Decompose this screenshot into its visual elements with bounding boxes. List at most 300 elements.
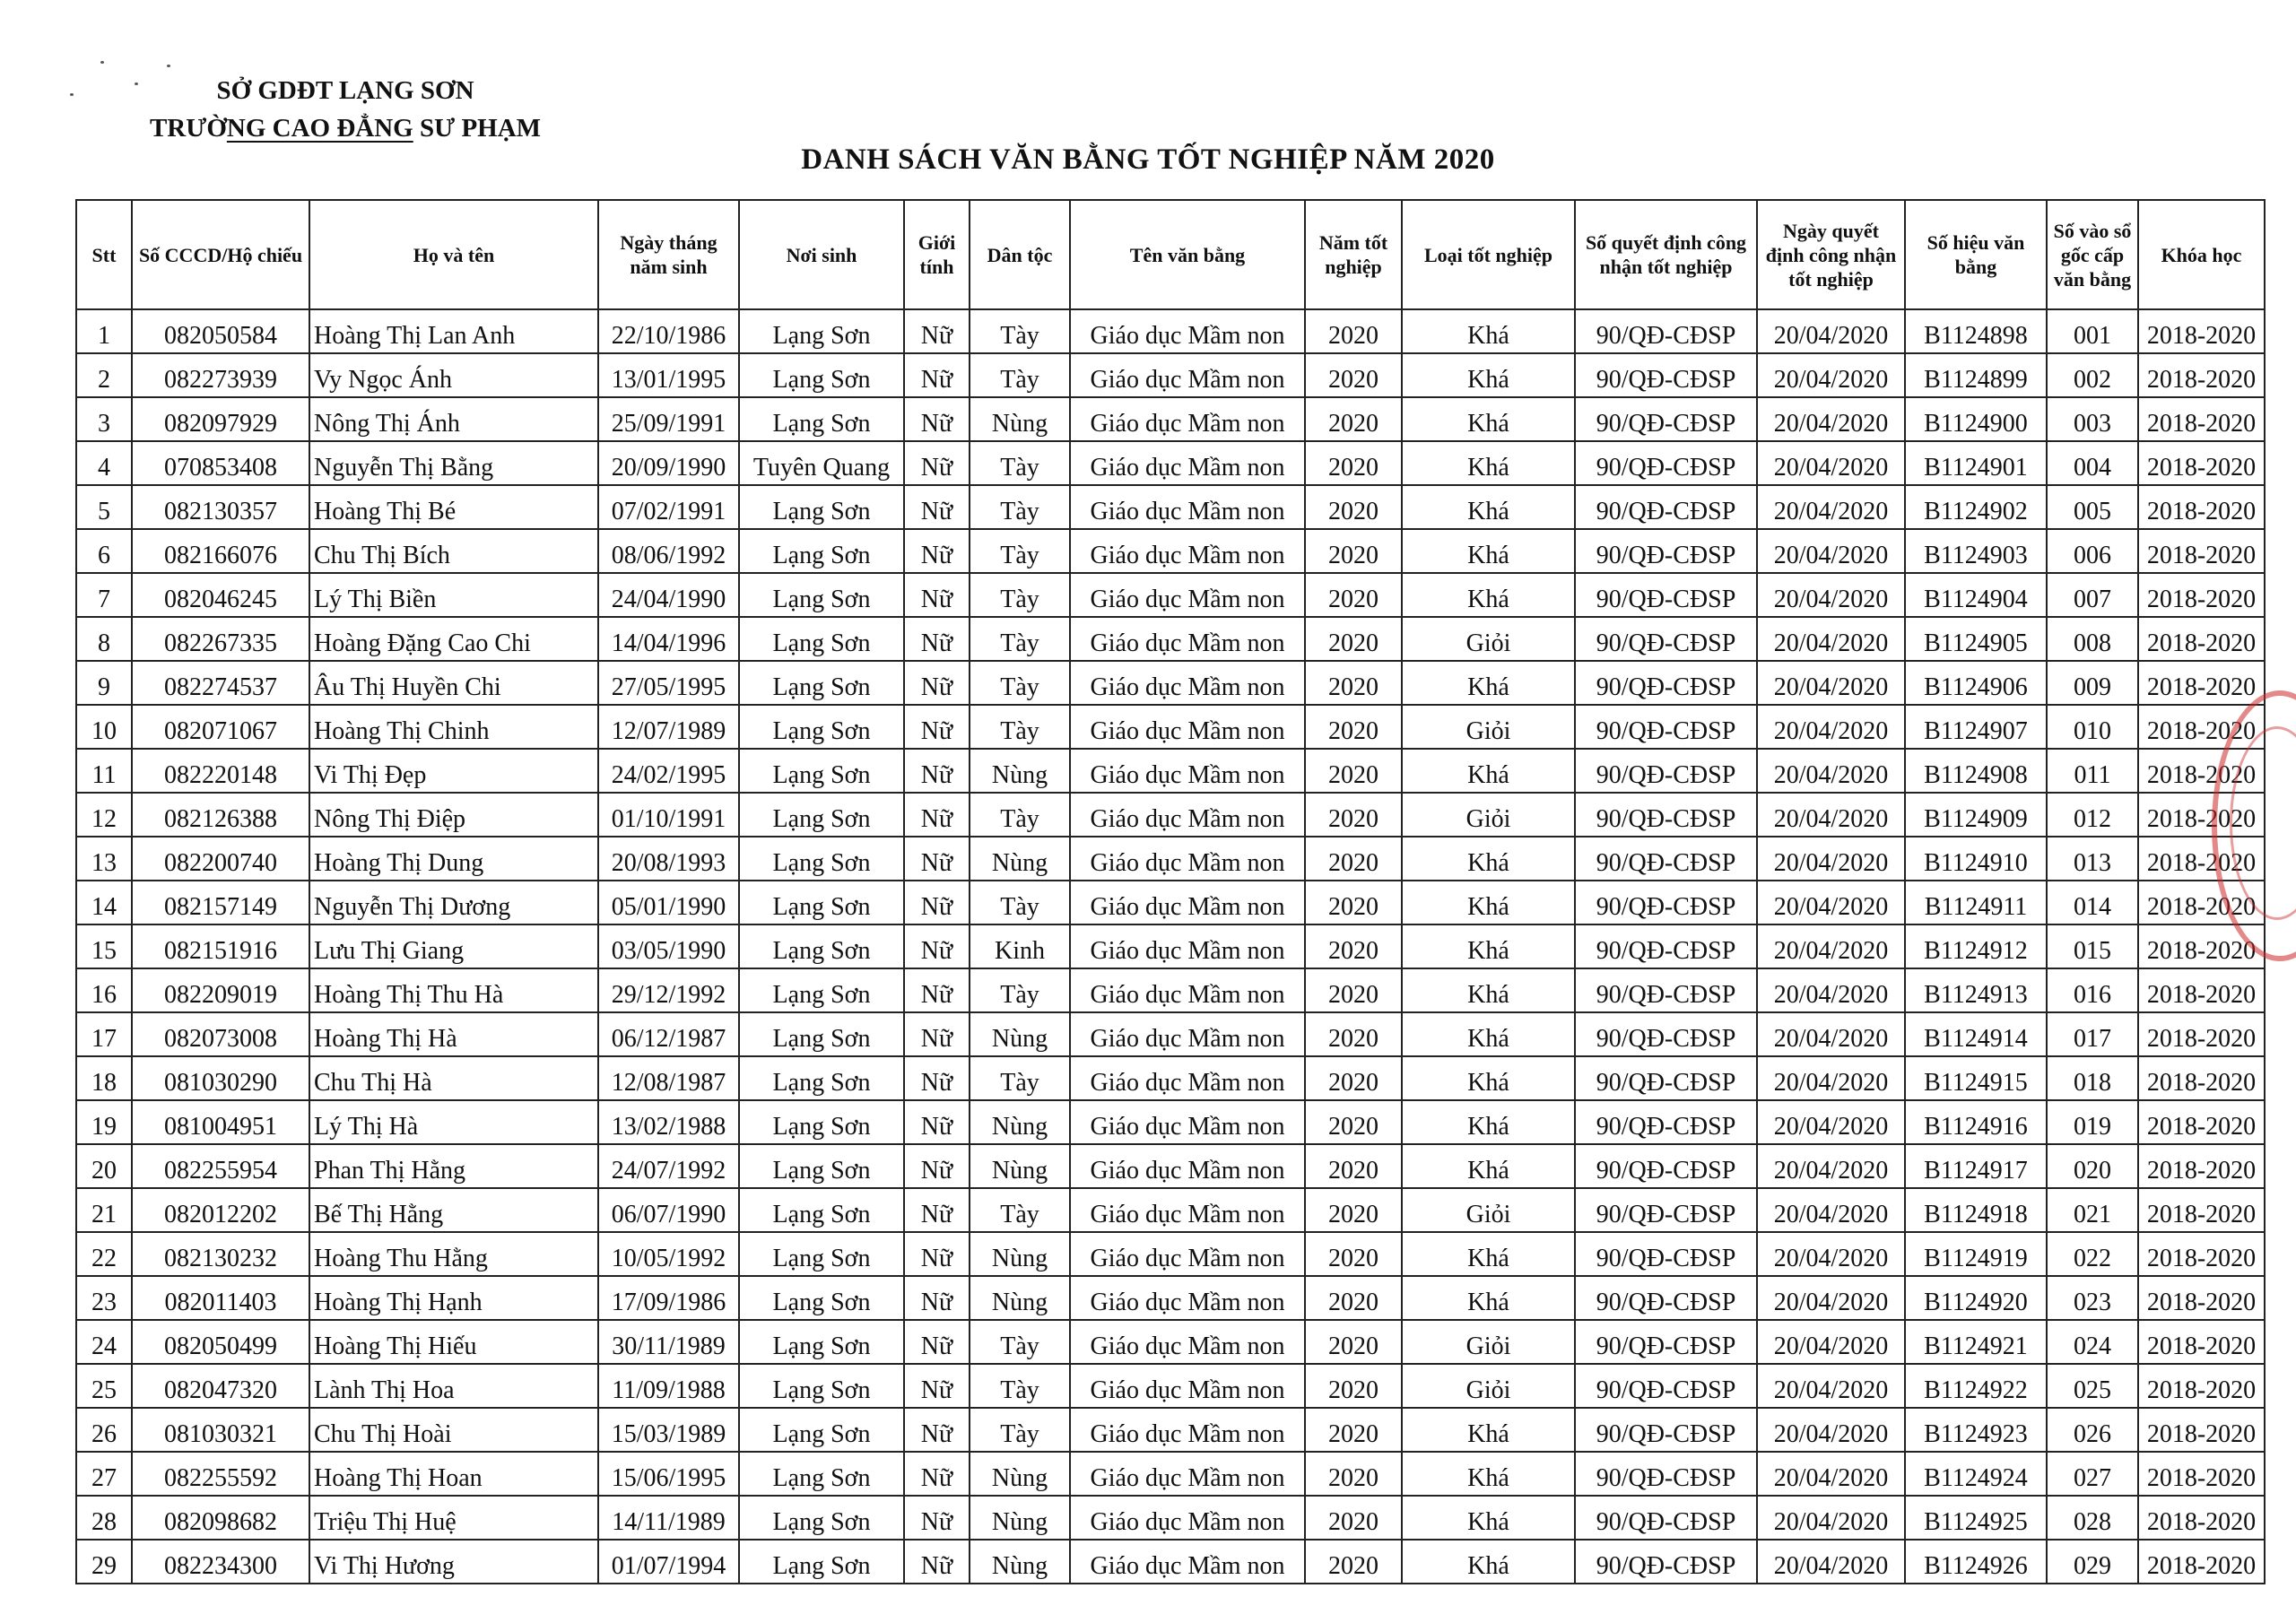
cell-stt: 15 <box>76 924 132 968</box>
table-row <box>76 924 2265 968</box>
cell-birthplace: Tuyên Quang <box>739 441 904 485</box>
cell-diploma-serial: B1124912 <box>1905 924 2047 968</box>
column-header-course: Khóa học <box>2138 200 2265 309</box>
cell-birthplace: Lạng Sơn <box>739 1496 904 1540</box>
cell-diploma-serial: B1124923 <box>1905 1408 2047 1452</box>
cell-birth-date: 03/05/1990 <box>598 924 739 968</box>
cell-diploma-name: Giáo dục Mầm non <box>1070 353 1305 397</box>
cell-graduation-rank: Khá <box>1402 1232 1575 1276</box>
cell-diploma-name: Giáo dục Mầm non <box>1070 1496 1305 1540</box>
cell-graduation-rank: Giỏi <box>1402 1364 1575 1408</box>
cell-graduation-year: 2020 <box>1305 661 1402 705</box>
table-row <box>76 1540 2265 1584</box>
cell-course: 2018-2020 <box>2138 1320 2265 1364</box>
cell-decision-date: 20/04/2020 <box>1757 1540 1905 1584</box>
cell-gender: Nữ <box>904 1232 970 1276</box>
cell-birthplace: Lạng Sơn <box>739 1408 904 1452</box>
cell-graduation-year: 2020 <box>1305 924 1402 968</box>
cell-diploma-serial: B1124908 <box>1905 749 2047 793</box>
cell-full-name: Chu Thị Bích <box>309 529 598 573</box>
column-header-stt: Stt <box>76 200 132 309</box>
column-header-ethnicity: Dân tộc <box>970 200 1070 309</box>
cell-full-name: Hoàng Thị Dung <box>309 837 598 881</box>
cell-graduation-year: 2020 <box>1305 1144 1402 1188</box>
column-header-diploma-serial: Số hiệu văn bằng <box>1905 200 2047 309</box>
cell-register-number: 025 <box>2047 1364 2138 1408</box>
cell-graduation-year: 2020 <box>1305 1012 1402 1056</box>
cell-birth-date: 25/09/1991 <box>598 397 739 441</box>
cell-decision-number: 90/QĐ-CĐSP <box>1575 1100 1757 1144</box>
cell-birth-date: 01/10/1991 <box>598 793 739 837</box>
cell-register-number: 009 <box>2047 661 2138 705</box>
cell-register-number: 016 <box>2047 968 2138 1012</box>
cell-register-number: 007 <box>2047 573 2138 617</box>
cell-course: 2018-2020 <box>2138 441 2265 485</box>
cell-graduation-rank: Khá <box>1402 1452 1575 1496</box>
cell-decision-number: 90/QĐ-CĐSP <box>1575 1012 1757 1056</box>
cell-stt: 1 <box>76 309 132 353</box>
cell-decision-number: 90/QĐ-CĐSP <box>1575 1364 1757 1408</box>
cell-decision-number: 90/QĐ-CĐSP <box>1575 924 1757 968</box>
cell-birth-date: 15/03/1989 <box>598 1408 739 1452</box>
cell-graduation-year: 2020 <box>1305 309 1402 353</box>
cell-birthplace: Lạng Sơn <box>739 661 904 705</box>
cell-graduation-rank: Khá <box>1402 749 1575 793</box>
cell-full-name: Hoàng Thị Chinh <box>309 705 598 749</box>
cell-birthplace: Lạng Sơn <box>739 485 904 529</box>
cell-ethnicity: Nùng <box>970 1276 1070 1320</box>
cell-stt: 11 <box>76 749 132 793</box>
cell-full-name: Nông Thị Điệp <box>309 793 598 837</box>
cell-birthplace: Lạng Sơn <box>739 1320 904 1364</box>
cell-graduation-rank: Khá <box>1402 1012 1575 1056</box>
cell-birth-date: 11/09/1988 <box>598 1364 739 1408</box>
cell-diploma-serial: B1124916 <box>1905 1100 2047 1144</box>
cell-register-number: 015 <box>2047 924 2138 968</box>
cell-birthplace: Lạng Sơn <box>739 881 904 924</box>
cell-graduation-year: 2020 <box>1305 1056 1402 1100</box>
cell-ethnicity: Tày <box>970 353 1070 397</box>
cell-id-number: 082012202 <box>132 1188 309 1232</box>
cell-diploma-name: Giáo dục Mầm non <box>1070 1540 1305 1584</box>
cell-graduation-rank: Khá <box>1402 1056 1575 1100</box>
cell-ethnicity: Nùng <box>970 1540 1070 1584</box>
cell-diploma-name: Giáo dục Mầm non <box>1070 529 1305 573</box>
cell-birthplace: Lạng Sơn <box>739 573 904 617</box>
cell-decision-number: 90/QĐ-CĐSP <box>1575 353 1757 397</box>
cell-ethnicity: Nùng <box>970 837 1070 881</box>
cell-gender: Nữ <box>904 1012 970 1056</box>
cell-birth-date: 14/04/1996 <box>598 617 739 661</box>
cell-birthplace: Lạng Sơn <box>739 1276 904 1320</box>
scan-speck <box>100 61 104 64</box>
cell-course: 2018-2020 <box>2138 1364 2265 1408</box>
cell-birthplace: Lạng Sơn <box>739 617 904 661</box>
cell-diploma-name: Giáo dục Mầm non <box>1070 1232 1305 1276</box>
cell-ethnicity: Tày <box>970 1188 1070 1232</box>
cell-stt: 14 <box>76 881 132 924</box>
cell-decision-number: 90/QĐ-CĐSP <box>1575 881 1757 924</box>
cell-diploma-name: Giáo dục Mầm non <box>1070 1188 1305 1232</box>
cell-course: 2018-2020 <box>2138 617 2265 661</box>
cell-full-name: Hoàng Đặng Cao Chi <box>309 617 598 661</box>
cell-id-number: 082274537 <box>132 661 309 705</box>
cell-register-number: 026 <box>2047 1408 2138 1452</box>
cell-birth-date: 27/05/1995 <box>598 661 739 705</box>
cell-ethnicity: Tày <box>970 881 1070 924</box>
cell-register-number: 008 <box>2047 617 2138 661</box>
cell-register-number: 029 <box>2047 1540 2138 1584</box>
table-row <box>76 1452 2265 1496</box>
cell-decision-number: 90/QĐ-CĐSP <box>1575 1408 1757 1452</box>
cell-birth-date: 24/04/1990 <box>598 573 739 617</box>
cell-decision-date: 20/04/2020 <box>1757 1276 1905 1320</box>
cell-diploma-name: Giáo dục Mầm non <box>1070 1452 1305 1496</box>
table-row <box>76 1232 2265 1276</box>
cell-full-name: Phan Thị Hằng <box>309 1144 598 1188</box>
cell-id-number: 070853408 <box>132 441 309 485</box>
cell-graduation-year: 2020 <box>1305 1188 1402 1232</box>
table-body <box>76 309 2265 1584</box>
cell-course: 2018-2020 <box>2138 1188 2265 1232</box>
cell-stt: 7 <box>76 573 132 617</box>
table-row <box>76 881 2265 924</box>
cell-stt: 28 <box>76 1496 132 1540</box>
table-row <box>76 1100 2265 1144</box>
cell-id-number: 082011403 <box>132 1276 309 1320</box>
cell-graduation-rank: Khá <box>1402 924 1575 968</box>
cell-stt: 4 <box>76 441 132 485</box>
cell-birth-date: 29/12/1992 <box>598 968 739 1012</box>
cell-decision-date: 20/04/2020 <box>1757 1012 1905 1056</box>
cell-stt: 17 <box>76 1012 132 1056</box>
cell-diploma-serial: B1124918 <box>1905 1188 2047 1232</box>
cell-graduation-year: 2020 <box>1305 1364 1402 1408</box>
scan-speck <box>135 82 138 85</box>
cell-diploma-serial: B1124906 <box>1905 661 2047 705</box>
cell-id-number: 082151916 <box>132 924 309 968</box>
cell-decision-date: 20/04/2020 <box>1757 1144 1905 1188</box>
cell-diploma-name: Giáo dục Mầm non <box>1070 705 1305 749</box>
cell-diploma-serial: B1124922 <box>1905 1364 2047 1408</box>
cell-stt: 20 <box>76 1144 132 1188</box>
cell-birth-date: 13/01/1995 <box>598 353 739 397</box>
cell-graduation-year: 2020 <box>1305 1452 1402 1496</box>
cell-graduation-year: 2020 <box>1305 529 1402 573</box>
cell-birth-date: 17/09/1986 <box>598 1276 739 1320</box>
cell-full-name: Triệu Thị Huệ <box>309 1496 598 1540</box>
org-school-part: TRƯỜ <box>149 114 227 143</box>
cell-full-name: Vi Thị Hương <box>309 1540 598 1584</box>
cell-decision-number: 90/QĐ-CĐSP <box>1575 1232 1757 1276</box>
cell-decision-number: 90/QĐ-CĐSP <box>1575 793 1757 837</box>
column-header-birth-date: Ngày tháng năm sinh <box>598 200 739 309</box>
cell-course: 2018-2020 <box>2138 573 2265 617</box>
cell-decision-date: 20/04/2020 <box>1757 968 1905 1012</box>
cell-register-number: 012 <box>2047 793 2138 837</box>
cell-full-name: Hoàng Thị Bé <box>309 485 598 529</box>
cell-decision-number: 90/QĐ-CĐSP <box>1575 1320 1757 1364</box>
cell-id-number: 082050499 <box>132 1320 309 1364</box>
cell-diploma-name: Giáo dục Mầm non <box>1070 1056 1305 1100</box>
cell-birth-date: 05/01/1990 <box>598 881 739 924</box>
table-row <box>76 793 2265 837</box>
cell-graduation-rank: Khá <box>1402 397 1575 441</box>
cell-stt: 13 <box>76 837 132 881</box>
cell-birthplace: Lạng Sơn <box>739 1540 904 1584</box>
cell-diploma-name: Giáo dục Mầm non <box>1070 881 1305 924</box>
table-row <box>76 1320 2265 1364</box>
cell-full-name: Nguyễn Thị Dương <box>309 881 598 924</box>
cell-graduation-year: 2020 <box>1305 1276 1402 1320</box>
cell-graduation-year: 2020 <box>1305 881 1402 924</box>
cell-course: 2018-2020 <box>2138 309 2265 353</box>
cell-decision-date: 20/04/2020 <box>1757 793 1905 837</box>
table-row <box>76 837 2265 881</box>
cell-graduation-rank: Giỏi <box>1402 1320 1575 1364</box>
cell-ethnicity: Tày <box>970 1056 1070 1100</box>
cell-graduation-rank: Khá <box>1402 1144 1575 1188</box>
table-row <box>76 1144 2265 1188</box>
cell-diploma-serial: B1124926 <box>1905 1540 2047 1584</box>
org-school-part: SƯ PHẠM <box>413 114 542 143</box>
cell-stt: 10 <box>76 705 132 749</box>
cell-graduation-rank: Khá <box>1402 441 1575 485</box>
cell-graduation-year: 2020 <box>1305 705 1402 749</box>
cell-birth-date: 30/11/1989 <box>598 1320 739 1364</box>
column-header-graduation-rank: Loại tốt nghiệp <box>1402 200 1575 309</box>
cell-decision-date: 20/04/2020 <box>1757 353 1905 397</box>
column-header-diploma-name: Tên văn bằng <box>1070 200 1305 309</box>
cell-register-number: 004 <box>2047 441 2138 485</box>
cell-diploma-name: Giáo dục Mầm non <box>1070 661 1305 705</box>
cell-full-name: Hoàng Thị Hoan <box>309 1452 598 1496</box>
cell-decision-date: 20/04/2020 <box>1757 309 1905 353</box>
cell-full-name: Vy Ngọc Ánh <box>309 353 598 397</box>
cell-id-number: 082157149 <box>132 881 309 924</box>
cell-course: 2018-2020 <box>2138 924 2265 968</box>
cell-ethnicity: Tày <box>970 793 1070 837</box>
cell-gender: Nữ <box>904 661 970 705</box>
cell-birth-date: 24/02/1995 <box>598 749 739 793</box>
cell-gender: Nữ <box>904 529 970 573</box>
cell-graduation-year: 2020 <box>1305 1496 1402 1540</box>
cell-decision-date: 20/04/2020 <box>1757 661 1905 705</box>
cell-register-number: 020 <box>2047 1144 2138 1188</box>
cell-birth-date: 24/07/1992 <box>598 1144 739 1188</box>
cell-decision-date: 20/04/2020 <box>1757 837 1905 881</box>
cell-graduation-year: 2020 <box>1305 837 1402 881</box>
cell-gender: Nữ <box>904 1100 970 1144</box>
cell-full-name: Lưu Thị Giang <box>309 924 598 968</box>
table-row <box>76 661 2265 705</box>
cell-graduation-rank: Khá <box>1402 1100 1575 1144</box>
cell-gender: Nữ <box>904 617 970 661</box>
cell-id-number: 082255592 <box>132 1452 309 1496</box>
cell-full-name: Hoàng Thị Lan Anh <box>309 309 598 353</box>
cell-diploma-name: Giáo dục Mầm non <box>1070 617 1305 661</box>
cell-decision-number: 90/QĐ-CĐSP <box>1575 1496 1757 1540</box>
cell-decision-date: 20/04/2020 <box>1757 1188 1905 1232</box>
scan-speck <box>167 65 170 67</box>
org-school <box>139 109 552 147</box>
scan-speck <box>70 93 74 96</box>
cell-birth-date: 06/12/1987 <box>598 1012 739 1056</box>
cell-decision-date: 20/04/2020 <box>1757 573 1905 617</box>
cell-ethnicity: Tày <box>970 441 1070 485</box>
cell-diploma-serial: B1124901 <box>1905 441 2047 485</box>
cell-full-name: Vi Thị Đẹp <box>309 749 598 793</box>
cell-diploma-name: Giáo dục Mầm non <box>1070 968 1305 1012</box>
cell-diploma-serial: B1124917 <box>1905 1144 2047 1188</box>
cell-decision-number: 90/QĐ-CĐSP <box>1575 397 1757 441</box>
cell-id-number: 082071067 <box>132 705 309 749</box>
cell-course: 2018-2020 <box>2138 1496 2265 1540</box>
cell-decision-date: 20/04/2020 <box>1757 1232 1905 1276</box>
cell-diploma-name: Giáo dục Mầm non <box>1070 749 1305 793</box>
cell-decision-date: 20/04/2020 <box>1757 1056 1905 1100</box>
cell-gender: Nữ <box>904 924 970 968</box>
table-row <box>76 1056 2265 1100</box>
cell-decision-number: 90/QĐ-CĐSP <box>1575 1056 1757 1100</box>
cell-decision-date: 20/04/2020 <box>1757 1100 1905 1144</box>
cell-decision-date: 20/04/2020 <box>1757 1320 1905 1364</box>
cell-graduation-rank: Khá <box>1402 968 1575 1012</box>
cell-decision-date: 20/04/2020 <box>1757 1496 1905 1540</box>
cell-diploma-name: Giáo dục Mầm non <box>1070 1144 1305 1188</box>
cell-graduation-year: 2020 <box>1305 485 1402 529</box>
cell-register-number: 022 <box>2047 1232 2138 1276</box>
cell-birthplace: Lạng Sơn <box>739 1012 904 1056</box>
cell-ethnicity: Tày <box>970 968 1070 1012</box>
cell-ethnicity: Nùng <box>970 1452 1070 1496</box>
cell-ethnicity: Tày <box>970 617 1070 661</box>
cell-decision-date: 20/04/2020 <box>1757 441 1905 485</box>
cell-diploma-name: Giáo dục Mầm non <box>1070 309 1305 353</box>
cell-gender: Nữ <box>904 881 970 924</box>
cell-decision-date: 20/04/2020 <box>1757 881 1905 924</box>
cell-graduation-rank: Giỏi <box>1402 793 1575 837</box>
cell-id-number: 082073008 <box>132 1012 309 1056</box>
cell-diploma-serial: B1124900 <box>1905 397 2047 441</box>
cell-birth-date: 06/07/1990 <box>598 1188 739 1232</box>
cell-ethnicity: Nùng <box>970 397 1070 441</box>
cell-decision-number: 90/QĐ-CĐSP <box>1575 441 1757 485</box>
cell-course: 2018-2020 <box>2138 661 2265 705</box>
cell-birthplace: Lạng Sơn <box>739 793 904 837</box>
cell-id-number: 082200740 <box>132 837 309 881</box>
cell-birthplace: Lạng Sơn <box>739 1188 904 1232</box>
cell-gender: Nữ <box>904 353 970 397</box>
cell-graduation-rank: Khá <box>1402 353 1575 397</box>
table-row <box>76 1364 2265 1408</box>
cell-gender: Nữ <box>904 1188 970 1232</box>
cell-graduation-rank: Khá <box>1402 661 1575 705</box>
cell-stt: 21 <box>76 1188 132 1232</box>
cell-stt: 29 <box>76 1540 132 1584</box>
column-header-register-number: Số vào sổ gốc cấp văn bằng <box>2047 200 2138 309</box>
cell-graduation-rank: Khá <box>1402 881 1575 924</box>
cell-decision-number: 90/QĐ-CĐSP <box>1575 617 1757 661</box>
cell-birthplace: Lạng Sơn <box>739 749 904 793</box>
cell-birthplace: Lạng Sơn <box>739 1056 904 1100</box>
cell-birthplace: Lạng Sơn <box>739 353 904 397</box>
cell-graduation-rank: Khá <box>1402 573 1575 617</box>
column-header-graduation-year: Năm tốt nghiệp <box>1305 200 1402 309</box>
cell-birth-date: 14/11/1989 <box>598 1496 739 1540</box>
cell-id-number: 081030321 <box>132 1408 309 1452</box>
cell-decision-date: 20/04/2020 <box>1757 705 1905 749</box>
cell-birth-date: 08/06/1992 <box>598 529 739 573</box>
cell-decision-date: 20/04/2020 <box>1757 397 1905 441</box>
cell-ethnicity: Tày <box>970 1408 1070 1452</box>
cell-diploma-serial: B1124924 <box>1905 1452 2047 1496</box>
cell-diploma-name: Giáo dục Mầm non <box>1070 1100 1305 1144</box>
cell-stt: 5 <box>76 485 132 529</box>
cell-stt: 26 <box>76 1408 132 1452</box>
table-row <box>76 397 2265 441</box>
cell-gender: Nữ <box>904 485 970 529</box>
cell-graduation-rank: Khá <box>1402 1276 1575 1320</box>
cell-stt: 24 <box>76 1320 132 1364</box>
cell-gender: Nữ <box>904 1056 970 1100</box>
cell-decision-date: 20/04/2020 <box>1757 924 1905 968</box>
cell-gender: Nữ <box>904 1276 970 1320</box>
cell-decision-number: 90/QĐ-CĐSP <box>1575 661 1757 705</box>
cell-register-number: 018 <box>2047 1056 2138 1100</box>
cell-birth-date: 15/06/1995 <box>598 1452 739 1496</box>
table-row <box>76 749 2265 793</box>
cell-decision-number: 90/QĐ-CĐSP <box>1575 1188 1757 1232</box>
cell-ethnicity: Tày <box>970 309 1070 353</box>
cell-stt: 8 <box>76 617 132 661</box>
cell-ethnicity: Kinh <box>970 924 1070 968</box>
cell-birthplace: Lạng Sơn <box>739 1364 904 1408</box>
cell-diploma-name: Giáo dục Mầm non <box>1070 1320 1305 1364</box>
cell-diploma-serial: B1124903 <box>1905 529 2047 573</box>
cell-course: 2018-2020 <box>2138 793 2265 837</box>
cell-birth-date: 20/08/1993 <box>598 837 739 881</box>
cell-gender: Nữ <box>904 1496 970 1540</box>
cell-graduation-rank: Khá <box>1402 529 1575 573</box>
cell-register-number: 003 <box>2047 397 2138 441</box>
column-header-decision-date: Ngày quyết định công nhận tốt nghiệp <box>1757 200 1905 309</box>
cell-register-number: 023 <box>2047 1276 2138 1320</box>
cell-decision-date: 20/04/2020 <box>1757 617 1905 661</box>
cell-diploma-serial: B1124898 <box>1905 309 2047 353</box>
cell-decision-date: 20/04/2020 <box>1757 749 1905 793</box>
table-header-row <box>76 200 2265 309</box>
cell-decision-date: 20/04/2020 <box>1757 1452 1905 1496</box>
cell-id-number: 082220148 <box>132 749 309 793</box>
diploma-table <box>75 199 2266 1584</box>
cell-register-number: 010 <box>2047 705 2138 749</box>
cell-ethnicity: Nùng <box>970 1144 1070 1188</box>
cell-graduation-year: 2020 <box>1305 968 1402 1012</box>
cell-gender: Nữ <box>904 1364 970 1408</box>
cell-course: 2018-2020 <box>2138 353 2265 397</box>
cell-full-name: Hoàng Thị Hà <box>309 1012 598 1056</box>
cell-id-number: 082234300 <box>132 1540 309 1584</box>
cell-decision-number: 90/QĐ-CĐSP <box>1575 309 1757 353</box>
cell-register-number: 021 <box>2047 1188 2138 1232</box>
cell-register-number: 024 <box>2047 1320 2138 1364</box>
cell-id-number: 082255954 <box>132 1144 309 1188</box>
cell-birthplace: Lạng Sơn <box>739 397 904 441</box>
cell-id-number: 082050584 <box>132 309 309 353</box>
cell-decision-number: 90/QĐ-CĐSP <box>1575 837 1757 881</box>
cell-diploma-name: Giáo dục Mầm non <box>1070 1012 1305 1056</box>
